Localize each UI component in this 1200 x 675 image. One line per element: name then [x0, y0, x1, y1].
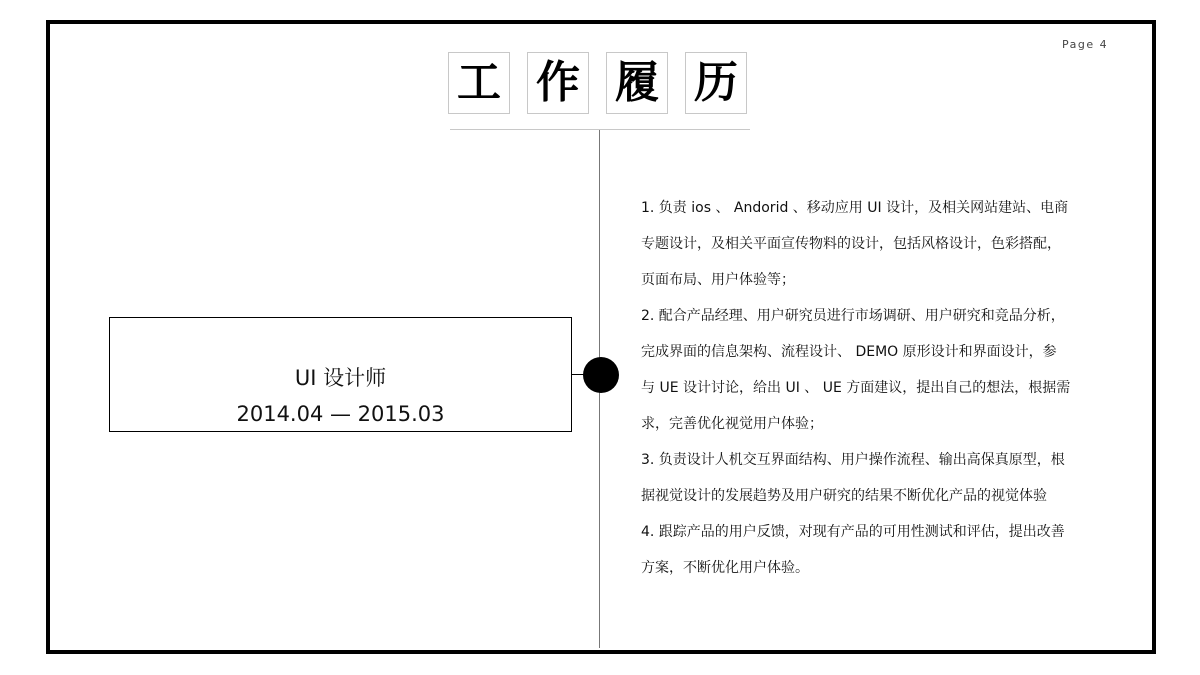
description-line: 完成界面的信息架构、流程设计、 DEMO 原形设计和界面设计，参	[641, 344, 1057, 360]
description-line: 4. 跟踪产品的用户反馈，对现有产品的可用性测试和评估，提出改善	[641, 524, 1065, 540]
description-line: 2. 配合产品经理、用户研究员进行市场调研、用户研究和竞品分析，	[641, 308, 1065, 324]
title-char-box: 履	[606, 52, 668, 114]
description-line: 据视觉设计的发展趋势及用户研究的结果不断优化产品的视觉体验	[641, 488, 1047, 504]
timeline-dot	[583, 357, 619, 393]
description-line: 1. 负责 ios 、 Andorid 、移动应用 UI 设计，及相关网站建站、电商	[641, 200, 1069, 216]
title-divider	[450, 129, 750, 130]
job-card	[109, 317, 572, 432]
job-description	[641, 190, 1111, 586]
description-line: 页面布局、用户体验等；	[641, 272, 795, 288]
job-title: UI 设计师	[294, 366, 387, 390]
title-char-box: 作	[527, 52, 589, 114]
job-period: 2014.04 — 2015.03	[236, 402, 445, 426]
description-line: 专题设计，及相关平面宣传物料的设计，包括风格设计，色彩搭配，	[641, 236, 1061, 252]
title-char-box: 工	[448, 52, 510, 114]
description-line: 与 UE 设计讨论，给出 UI 、 UE 方面建议，提出自己的想法，根据需	[641, 380, 1071, 396]
description-line: 3. 负责设计人机交互界面结构、用户操作流程、输出高保真原型，根	[641, 452, 1065, 468]
title-char-box: 历	[685, 52, 747, 114]
description-line: 方案，不断优化用户体验。	[641, 560, 809, 576]
page-number: Page 4	[1062, 38, 1109, 51]
description-line: 求，完善优化视觉用户体验；	[641, 416, 823, 432]
page-title	[448, 52, 750, 116]
